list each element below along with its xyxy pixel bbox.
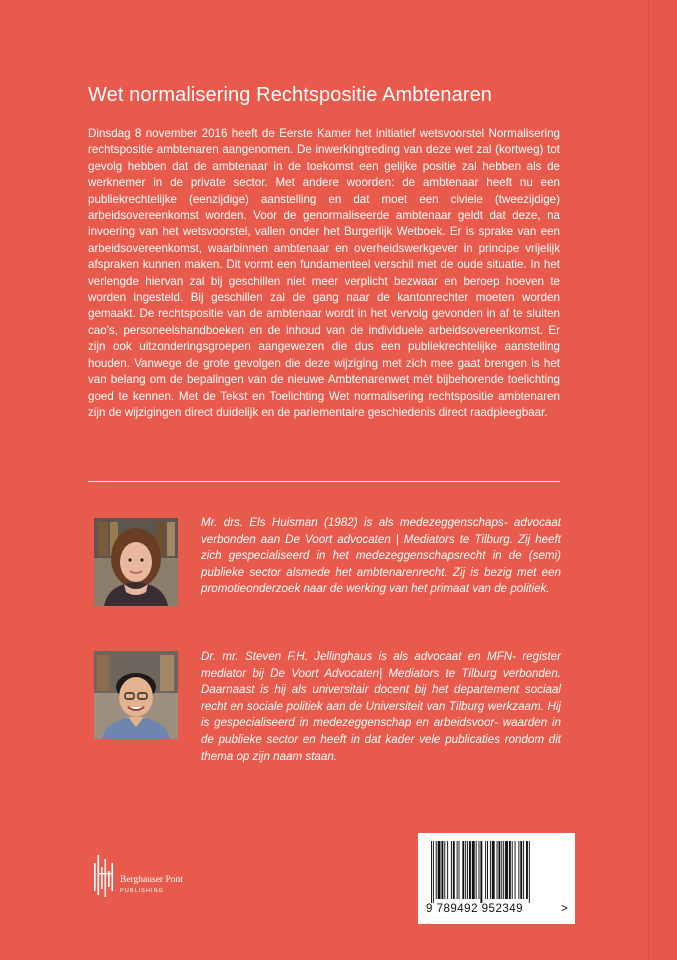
barcode-bar [515, 841, 516, 899]
barcode-bars [431, 841, 563, 903]
author-bio-jellinghaus [201, 649, 561, 765]
barcode-bar [480, 841, 482, 903]
barcode-bar [472, 841, 475, 899]
barcode-bar [465, 841, 466, 899]
barcode-bar [497, 841, 498, 899]
barcode-bar [467, 841, 468, 899]
barcode-bar [518, 841, 519, 899]
author-bio-text: is als advocaat en MFN- register mediator bij De Voort Advocaten| Mediators te Tilburg verbonden. Daarnaast is hij als universitair docent bij het departement sociaal recht en sociale politiek aan de Universiteit van Tilburg werkzaam. Hij is gespecialiseerd in medezeggenschap en arbeidsvoor- waarden in de publieke sector en heeft in dat kader vele publicaties rondom dit thema op zijn naam staan. [201, 650, 561, 763]
barcode-bar [447, 841, 448, 899]
barcode-bar [451, 841, 452, 899]
isbn-digits: 9 789492 952349 [426, 903, 524, 915]
author-name: Mr. drs. Els Huisman [201, 516, 318, 529]
barcode-bar [436, 841, 437, 899]
barcode-bar [476, 841, 477, 899]
publisher-name: Berghauser Pont [120, 875, 183, 885]
author-photo-huisman [94, 518, 178, 606]
barcode-bar [512, 841, 513, 899]
barcode-bar [503, 841, 504, 899]
author-name: Dr. mr. Steven F.H. Jellinghaus [201, 650, 373, 663]
barcode-bar [498, 841, 500, 899]
barcode-bar [431, 841, 432, 903]
book-spine-edge [648, 0, 677, 960]
barcode-bar [441, 841, 443, 899]
author-bio-huisman [201, 515, 561, 598]
author-year: (1982) [324, 516, 358, 529]
barcode-bar [490, 841, 491, 899]
publisher-logo [93, 853, 213, 903]
barcode-bar [520, 841, 522, 899]
barcode-bar [433, 841, 434, 903]
isbn-arrow: > [561, 903, 568, 915]
book-title: Wet normalisering Rechtspositie Ambtenaren [88, 84, 493, 106]
barcode-bar [459, 841, 460, 899]
publisher-subtitle: PUBLISHING [120, 888, 164, 894]
barcode-bar [438, 841, 441, 899]
barcode-bar [509, 841, 511, 899]
barcode-bar [453, 841, 455, 899]
barcode-bar [505, 841, 508, 899]
author-bio-text: is als medezeggenschaps- advocaat verbonden aan De Voort advocaten | Mediators te Tilburg. Zij heeft zich gespecialiseerd in het medezeggenschapsrecht in de (semi) publieke sector alsmede het ambtenarenrecht. Zij is bezig met een promotieonderzoek naar de werking van het primaat van de politiek. [201, 516, 561, 596]
barcode-bar [523, 841, 524, 899]
barcode-bar [492, 841, 495, 899]
barcode-bar [469, 841, 471, 899]
barcode-bar [487, 841, 488, 899]
barcode-bar [485, 841, 486, 899]
barcode-bar [526, 841, 528, 899]
barcode-bar [444, 841, 445, 899]
barcode-bar [457, 841, 458, 899]
isbn-barcode [418, 833, 575, 924]
barcode-bar [529, 841, 530, 903]
barcode-bar [462, 841, 464, 899]
barcode-bar [501, 841, 502, 899]
publisher-mark-icon [93, 853, 117, 899]
back-cover-description: Dinsdag 8 november 2016 heeft de Eerste Kamer het initiatief wetsvoorstel Normalisering rechtspositie ambtenaren aangenomen. De inwerkingtreding van deze wet zal (kortweg) tot gevolg hebben dat de ambtenaar in de toekomst een gelijke positie zal hebben als de werknemer in de private sector. Met andere woorden: de ambtenaar heeft nu een publiekrechtelijke (eenzijdige) aanstelling en dat moet een civiele (tweezijdige) arbeidsovereenkomst worden. Voor de genormaliseerde ambtenaar geldt dat deze, na invoering van het wetsvoorstel, vallen onder het Burgerlijk Wetboek. Er is sprake van een arbeidsovereenkomst, waarbinnen ambtenaar en overheidswerkgever in principe vrijelijk afspraken kunnen maken. Dit vormt een fundamenteel verschil met de oude situatie. In het verlengde hiervan zal bij geschillen niet meer verplicht bezwaar en beroep hoeven te worden ingesteld. Bij geschillen zal de gang naar de kantonrechter moeten worden gemaakt. De rechtspositie van de ambtenaar wordt in het vervolg gevonden in af te sluiten cao's, personeelshandboeken en de inhoud van de individuele arbeidsovereenkomst. Er zijn ook uitzonderingsgroepen aangewezen die dus een publiekrechtelijke aanstelling houden. Vanwege de grote gevolgen die deze wijziging met zich mee gaat brengen is het van belang om de bepalingen van de nieuwe Ambtenarenwet mét bijbehorende toelichting goed te kennen. Met de Tekst en Toelichting Wet normalisering rechtspositie ambtenaren zijn de wijzigingen direct duidelijk en de parlementaire geschiedenis direct raadpleegbaar. [88, 127, 560, 419]
author-photo-jellinghaus [94, 651, 178, 739]
barcode-bar [479, 841, 480, 899]
section-divider [88, 481, 560, 482]
